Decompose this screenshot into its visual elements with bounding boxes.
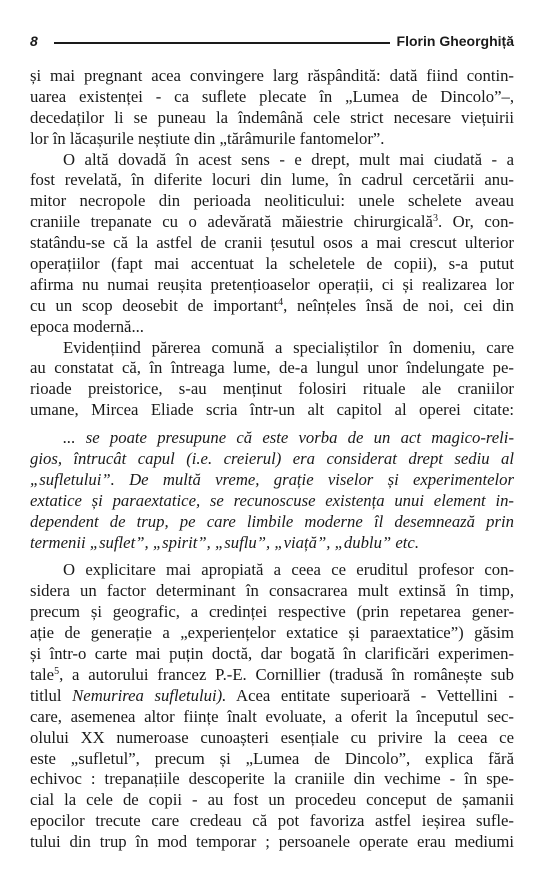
text-line-continuation: , a autorului francez P.-E. Cornillier (tradusă în românește sub [59,664,514,684]
text-line-content: mitor necropole din perioada neoliticului: unele schelete aveau [30,191,514,211]
text-line-content: craniile trepanate cu o adevărată măiestrie chirurgicală [30,212,433,232]
text-line [30,129,514,150]
text-line [30,602,514,623]
text-line [30,296,514,317]
text-line [30,233,514,254]
text-line-content: cu un scop deosebit de important [30,295,279,315]
text-line-content: rioade preistorice, s-au menținut folosiri rituale ale craniilor [30,379,514,399]
paragraph-gap [30,421,514,428]
text-line [30,512,514,533]
text-line [30,212,514,233]
text-line-content: uarea existenței - ca suflete plecate în „Lumea de Dincolo”–, [30,86,514,106]
text-line [30,87,514,108]
text-line-content: care, asemenea altor ființe înalt evoluate, a oferit la începutul sec- [30,706,514,726]
body-text [30,66,514,853]
footnote-reference: 5 [54,665,60,677]
text-line-content: lor în lăcașurile neștiute din „tărâmurile fantomelor”. [30,128,385,148]
text-line-content: precum și geografic, a credinței respective (prin repetarea gener- [30,602,514,622]
text-line [30,560,514,581]
text-line-content: epoca modernă... [30,316,144,336]
text-line-content: „sufletului”. De multă vreme, grație viselor și experimentelor [30,469,514,489]
text-line-content: afirma nu numai reușita pretențioaselor operații, ci și realizarea lor [30,274,514,294]
text-line-content: operațiilor (fapt mai accentuat la scheletele de copii), s-a putut [30,254,514,274]
text-line [30,150,514,171]
text-line-content: extatice și paraextatice, se recunoscuse existența unui element in- [30,490,514,510]
text-line-content: titlul [30,685,73,705]
text-line-content: și mai pregnant acea convingere larg răspândită: dată fiind contin- [30,66,514,85]
text-line [30,790,514,811]
text-line-content: este „sufletul”, precum și „Lumea de Dincolo”, explica fără [30,748,514,768]
text-line [30,275,514,296]
text-line [30,191,514,212]
text-line [30,665,514,686]
text-line-content: cial la cele de copii - au fost un procedeu conceput de șamanii [30,790,514,810]
text-line [30,379,514,400]
text-line-content: fost revelată, în diferite locuri din lume, în cadrul cercetării anu- [30,170,514,190]
text-line-content: termenii „suflet”, „spirit”, „suflu”, „viață”, „dublu” etc. [30,532,419,552]
text-line [30,811,514,832]
text-line-continuation: . Or, con- [437,212,514,232]
book-title: Nemurirea sufletului). [72,685,227,705]
text-line [30,623,514,644]
text-line-content: ație de generație a „experiențelor extatice și paraextatice”) găsim [30,623,514,643]
text-line [30,400,514,421]
paragraph-gap [30,553,514,560]
text-line [30,254,514,275]
text-line [30,491,514,512]
text-line [30,470,514,491]
text-line-content: epocilor trecute care credeau că pot favoriza astfel ieșirea sufle- [30,811,514,831]
text-line [30,769,514,790]
text-line [30,108,514,129]
text-line-content: dependent de trup, pe care limbile moderne îl desemnează prin [30,511,514,531]
footnote-reference: 4 [278,296,284,308]
text-line [30,749,514,770]
running-header [30,30,514,52]
text-line [30,707,514,728]
text-line [30,832,514,853]
text-line [30,358,514,379]
text-line-content: ... se poate presupune că este vorba de un act magico-reli- [63,428,514,448]
text-line [30,686,514,707]
page-number: 8 [30,33,38,49]
text-line [30,728,514,749]
text-line [30,533,514,554]
text-line-content: și într-o carte mai puțin doctă, dar bogată în clarificări experimen- [30,644,514,664]
text-line [30,66,514,87]
text-line [30,581,514,602]
text-line-content: au constatat că, în întreaga lume, de-a lungul unor îndelungate pe- [30,358,514,378]
text-line-content: tului din trup în mod temporar ; persoanele operate erau mediumi [30,832,514,852]
text-line-content: umane, Mircea Eliade scria într-un alt capitol al operei citate: [30,400,514,420]
text-line [30,644,514,665]
text-line-content: gios, întrucât capul (i.e. creierul) era considerat drept sediu al [30,449,514,469]
footnote-reference: 3 [432,213,438,225]
text-line-content: O altă dovadă în acest sens - e drept, mult mai ciudată - a [63,149,514,169]
text-line [30,449,514,470]
text-line-content: statându-se că la astfel de cranii țesutul osos a mai crescut ulterior [30,233,514,253]
text-line-content: decedaților li se puneau la îndemână cele strict necesare viețuirii [30,107,514,127]
text-line-content: echivoc : trepanațiile descoperite la craniile din vechime - în spe- [30,769,514,789]
text-line [30,428,514,449]
text-line [30,170,514,191]
text-line-content: sidera un factor determinant în consacrarea mult extinsă în timp, [30,581,514,601]
text-line-content: olului XX numeroase cunoașteri esențiale cu privire la ceea ce [30,727,514,747]
text-line-content: Evidențiind părerea comună a specialiștilor în domeniu, care [63,337,514,357]
text-line [30,338,514,359]
running-header-author: Florin Gheorghiță [396,33,514,49]
text-line-content: tale [30,664,55,684]
header-rule [54,42,390,44]
text-line-content: O explicitare mai apropiată a ceea ce eruditul profesor con- [63,560,514,580]
text-line-continuation: Acea entitate superioară - Vettellini - [226,685,514,705]
text-line [30,317,514,338]
text-line-continuation: , neînțeles însă de noi, cei din [283,295,514,315]
